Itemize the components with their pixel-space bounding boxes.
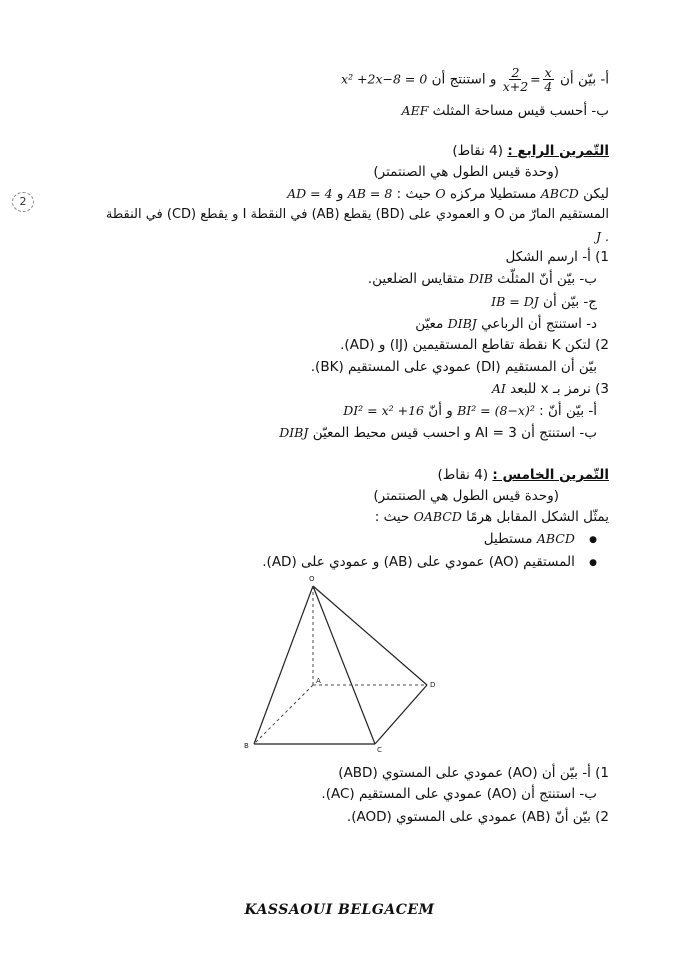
ex5-unit: (وحدة قيس الطول هي الصنتمتر) [373, 488, 559, 504]
ex4-q1b [368, 270, 597, 288]
ex4-intro-3-text: J . [596, 229, 609, 244]
edge-CD [375, 685, 427, 744]
prev-b-text: ب- أحسب قيس مساحة المثلث [432, 103, 609, 119]
ex4-points: (4 نقاط) [452, 143, 504, 159]
ex4-q3b [279, 424, 597, 442]
ex4-intro-1f: AB = 8 [347, 186, 393, 201]
ex4-q3 [492, 380, 609, 398]
prev-b-triangle: AEF [401, 103, 429, 118]
ex4-q1c-text: ج- بيّن أن [543, 294, 597, 310]
ex5-bullet2-text: المستقيم (AO) عمودي على (AB) و عمودي على (AD). [262, 554, 575, 570]
ex4-q1b-math: DIB [468, 271, 493, 286]
ex4-intro-1h: AD = 4 [287, 186, 333, 201]
ex4-q1d-text: د- استنتج أن الرباعي [481, 316, 597, 332]
ex5-bullet1-text: مستطيل [483, 531, 533, 547]
ex4-intro-1 [287, 185, 609, 203]
ex4-q2a: 2) لتكن K نقطة تقاطع المستقيمين (IJ) و (AD). [340, 337, 609, 353]
ex4-q1c-math: IB = DJ [491, 294, 539, 309]
frac2-den: x+2 [502, 79, 529, 94]
ex5-heading-line [437, 466, 609, 484]
ex4-q1b-text: ب- بيّن أنّ المثلّث [497, 271, 597, 287]
ex4-q3b-text: ب- استنتج أن AI = 3 و احسب قيس محيط المعيّن [312, 425, 597, 441]
ex4-heading: التّمرين الرابع : [507, 143, 609, 159]
label-O: O [309, 575, 315, 583]
page-number-badge: 2 [12, 192, 34, 212]
ex4-intro-1d: O [435, 186, 446, 201]
prev-question-a: أ- بيّن أن $\frac{x}{4}$ = $\frac{2}{x+2}$ و استنتج أن x² +2x−8 = 0 [341, 65, 609, 94]
ex4-intro-1g: و [336, 186, 344, 202]
ex4-q3a-and: و أنّ [428, 403, 453, 419]
edge-OB [254, 586, 313, 744]
ex4-q1b-end: متقايس الضلعين. [367, 271, 465, 287]
frac1-num: x [544, 65, 552, 80]
edge-AB [254, 685, 313, 744]
ex5-intro-text: يمثّل الشكل المقابل هرمًا [466, 509, 609, 525]
ex4-q3a-math1: BI² = (8−x)² [457, 403, 535, 418]
ex5-heading: التّمرين الخامس : [492, 467, 609, 483]
edge-OC [313, 586, 375, 744]
ex4-q2b: بيّن أن المستقيم (DI) عمودي على المستقيم (BK). [310, 359, 597, 375]
ex4-intro-2: المستقيم المارّ من O و العمودي على (BD) يقطع (AB) في النقطة I و يقطع (CD) في النقطة [105, 207, 609, 222]
ex4-intro-1b: ABCD [540, 186, 579, 201]
ex4-q1d-end: معيّن [415, 316, 444, 332]
ex4-q3-math: AI [491, 381, 506, 396]
ex5-intro-math: OABCD [413, 509, 462, 524]
ex4-q3a-math2: DI² = x² +16 [343, 403, 424, 418]
footer-author: KASSAOUI BELGACEM [244, 902, 435, 918]
ex5-q2: 2) بيّن أنّ (AB) عمودي على المستوي (AOD). [346, 809, 609, 825]
ex4-q1d [415, 315, 597, 333]
fraction-1 [543, 66, 554, 93]
ex4-q1d-math: DIBJ [447, 316, 477, 331]
ex4-q1a: 1) أ- ارسم الشكل [505, 249, 609, 265]
pyramid-figure [240, 570, 440, 755]
label-C: C [377, 746, 382, 754]
ex5-intro-end: حيث : [374, 509, 410, 525]
ex4-q3a-text: أ- بيّن أنّ : [539, 403, 597, 419]
ex5-points: (4 نقاط) [437, 467, 489, 483]
ex4-heading-line [452, 142, 609, 160]
ex5-q1b: ب- استنتج أن (AO) عمودي على المستقيم (AC). [321, 786, 597, 802]
fraction-2 [503, 66, 528, 93]
ex4-q3a [343, 402, 597, 420]
prev-a-text: أ- بيّن أن [560, 71, 609, 88]
ex5-bullet1-math: ABCD [536, 531, 575, 546]
ex4-unit: (وحدة قيس الطول هي الصنتمتر) [373, 164, 559, 180]
label-D: D [430, 681, 436, 689]
ex5-intro [375, 508, 609, 526]
ex4-q1c [491, 293, 597, 311]
label-B: B [244, 742, 249, 750]
prev-a-and: و استنتج أن [431, 71, 497, 88]
ex4-intro-1a: ليكن [583, 186, 609, 202]
ex4-q3b-math: DIBJ [279, 425, 309, 440]
label-A: A [316, 677, 321, 685]
prev-a-equation: x² +2x−8 = 0 [341, 71, 428, 87]
ex5-q1a: 1) أ- بيّن أن (AO) عمودي على المستوي (ABD) [338, 765, 609, 781]
prev-question-b [402, 102, 609, 120]
ex5-bullet-1 [484, 530, 597, 550]
ex4-q3-text: 3) نرمز بـ x للبعد [510, 381, 609, 397]
frac1-den: 4 [544, 79, 553, 94]
edge-OD [313, 586, 427, 685]
ex4-intro-1e: حيث : [396, 186, 432, 202]
ex4-intro-1c: مستطيلا مركزه [449, 186, 537, 202]
frac2-num: 2 [511, 65, 520, 80]
ex4-intro-3 [596, 228, 609, 246]
